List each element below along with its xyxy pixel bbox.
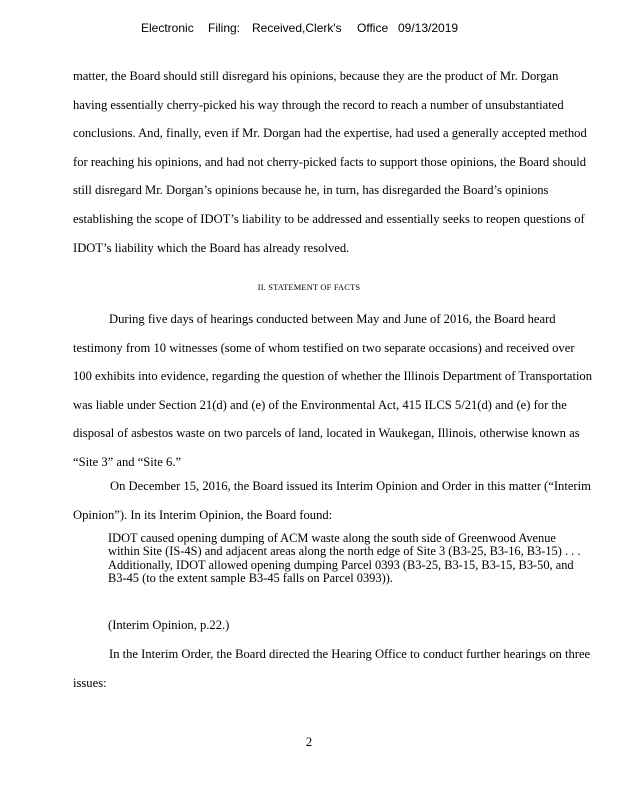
header-filing: Filing: (208, 21, 241, 35)
header-electronic: Electronic (141, 21, 194, 35)
header-date: 09/13/2019 (398, 21, 459, 35)
continuation-text: matter, the Board should still disregard his opinions, because they are the product of Mr. Dorgan having essentially cherry-picked his way through the record to reach a number of unsubstantiated conclusions. And, finally, even if Mr. Dorgan had the expertise, had used a generally accepted method for reaching his opinions, and had not cherry-picked facts to support those opinions, the Board should still disregard Mr. Dorgan’s opinions because he, in turn, has disregarded the Board’s opinions establishing the scope of IDOT’s liability to be addressed and essentially seeks to reopen questions of IDOT’s liability which the Board has already resolved. (73, 69, 587, 255)
interim-paragraph (73, 472, 593, 529)
interim-order-paragraph (73, 640, 593, 697)
header-office: Office (357, 21, 389, 35)
block-quote-text: IDOT caused opening dumping of ACM waste along the south side of Greenwood Avenue within Site (IS-4S) and adjacent areas along the north edge of Site 3 (B3-25, B3-16, B3-15) . . . Additionally, IDOT allowed opening dumping Parcel 0393 (B3-25, B3-15, B3-15, B3-50, and B3-45 (to the extent sample B3-45 falls on Parcel 0393)). (108, 531, 581, 586)
continuation-paragraph (73, 62, 593, 262)
hearings-text: During five days of hearings conducted between May and June of 2016, the Board heard testimony from 10 witnesses (some of whom testified on two separate occasions) and received over 100 exhibits into evidence, regarding the question of whether the Illinois Department of Transportation was liable under Section 21(d) and (e) of the Environmental Act, 415 ILCS 5/21(d) and (e) for the disposal of asbestos waste on two parcels of land, located in Waukegan, Illinois, otherwise known as “Site 3” and “Site 6.” (73, 312, 593, 469)
page-number: 2 (305, 735, 313, 749)
interim-text: On December 15, 2016, the Board issued its Interim Opinion and Order in this matter (“Interim Opinion”). In its Interim Opinion, the Board found: (73, 479, 591, 522)
quote-citation: (Interim Opinion, p.22.) (108, 618, 230, 632)
header-received-clerks: Received,Clerk's (252, 21, 342, 35)
hearings-paragraph (73, 305, 593, 477)
section-heading: II. STATEMENT OF FACTS (257, 283, 361, 292)
interim-order-text: In the Interim Order, the Board directed the Hearing Office to conduct further hearings on three issues: (73, 647, 591, 690)
block-quote (108, 532, 588, 586)
